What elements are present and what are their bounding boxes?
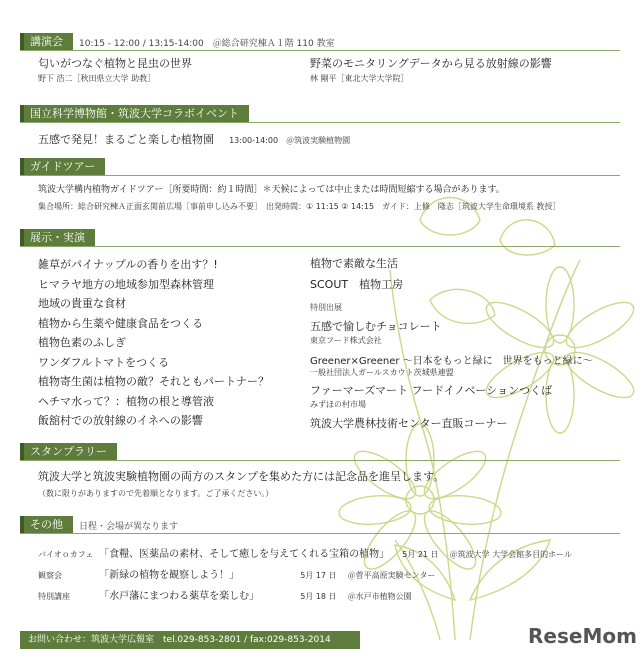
special-label: 特別出展 bbox=[310, 303, 342, 312]
exhibit-item: 地域の貴重な食材 bbox=[38, 297, 126, 310]
other-row bbox=[38, 584, 412, 603]
lecture-tag: 講演会 bbox=[20, 33, 73, 51]
stamp-line2: （数に限りがありますので先着順となります。ご了承ください。） bbox=[38, 489, 274, 498]
collab-tag: 国立科学博物館・筑波大学コラボイベント bbox=[20, 105, 249, 123]
stamp-tag: スタンプラリー bbox=[20, 443, 117, 461]
other-row-label: 観察会 bbox=[38, 571, 62, 580]
exhibit-right-item1: 植物で素敵な生活 bbox=[310, 257, 398, 270]
exhibit-item: 雑草がパイナップルの香りを出す？! bbox=[38, 258, 218, 271]
exhibit-item: 植物色素のふしぎ bbox=[38, 336, 126, 349]
other-row-place: ＠菅平高原実験センター bbox=[347, 571, 436, 580]
lecture-talk1-title: 匂いがつなぐ植物と昆虫の世界 bbox=[38, 57, 192, 70]
other-row-date: 5月 21 日 bbox=[402, 550, 439, 559]
other-row-label: バイオｏカフェ bbox=[38, 550, 94, 559]
special1-title: 五感で愉しむチョコレート bbox=[310, 320, 442, 333]
other-note: 日程・会場が異なります bbox=[79, 521, 179, 532]
tour-tag: ガイドツアー bbox=[20, 158, 105, 176]
special2-org: 一般社団法人ガールスカウト茨城県連盟 bbox=[310, 368, 454, 377]
exhibits-header bbox=[20, 229, 95, 247]
other-tag: その他 bbox=[20, 516, 73, 534]
other-row bbox=[38, 542, 572, 561]
other-rule bbox=[20, 533, 620, 534]
lecture-talk1-speaker: 野下 浩二［秋田県立大学 助教］ bbox=[38, 74, 156, 83]
special3-title: ファーマーズマート フードイノベーションつくば bbox=[310, 384, 553, 397]
other-row-date: 5月 18 日 bbox=[300, 592, 337, 601]
stamp-header bbox=[20, 443, 117, 461]
other-row-label: 特別講座 bbox=[38, 592, 70, 601]
other-row bbox=[38, 563, 435, 582]
other-row-title: 「水戸藩にまつわる薬草を楽しむ」 bbox=[99, 591, 260, 602]
other-row-date: 5月 17 日 bbox=[300, 571, 337, 580]
tour-line2: 集合場所：総合研究棟Ａ正面玄関前広場［事前申し込み不要］ 出発時間：① 11:15 ② 14:15 ガイド：上條 隆志［筑波大学生命環境系 教授］ bbox=[38, 202, 561, 211]
collab-rule bbox=[20, 122, 620, 123]
exhibit-item: 飯舘村での放射線のイネへの影響 bbox=[38, 414, 203, 427]
tour-header bbox=[20, 158, 105, 176]
special3-org: みずほの村市場 bbox=[310, 400, 366, 409]
collab-line bbox=[38, 128, 350, 147]
other-row-title: 「新緑の植物を観察しよう！」 bbox=[99, 570, 240, 581]
exhibits-tag: 展示・実演 bbox=[20, 229, 95, 247]
tour-line1: 筑波大学構内植物ガイドツアー［所要時間：約１時間］＊天候によっては中止または時間短縮する場合があります。 bbox=[38, 185, 505, 195]
collab-time: 13:00-14:00 ＠筑波実験植物園 bbox=[229, 136, 351, 145]
contact-bar: お問い合わせ：筑波大学広報室 tel.029-853-2801 / fax:029-853-2014 bbox=[20, 631, 360, 649]
collab-header bbox=[20, 105, 249, 123]
other-row-place: ＠筑波大学 大学会館多目的ホール bbox=[449, 550, 573, 559]
exhibit-item: ヒマラヤ地方の地域参加型森林管理 bbox=[38, 277, 214, 291]
other-row-title: 「食糧、医薬品の素材、そして癒しを与えてくれる宝箱の植物」 bbox=[99, 549, 390, 560]
exhibit-item: 植物寄生菌は植物の敵？それともパートナー？ bbox=[38, 375, 269, 388]
exhibit-item: ヘチマ水って？：植物の根と導管液 bbox=[38, 394, 214, 408]
collab-title: 五感で発見！まるごと楽しむ植物園 bbox=[38, 133, 214, 146]
stamp-rule bbox=[20, 460, 620, 461]
special1-org: 東京フード株式会社 bbox=[310, 336, 382, 345]
special4-title: 筑波大学農林技術センター直販コーナー bbox=[310, 417, 508, 430]
other-header bbox=[20, 516, 178, 534]
lecture-header bbox=[20, 33, 335, 51]
lecture-talk2-speaker: 林 剛平［東北大学大学院］ bbox=[310, 74, 409, 83]
lecture-talk2-title: 野菜のモニタリングデータから見る放射線の影響 bbox=[310, 57, 552, 70]
exhibit-right-item2: SCOUT 植物工房 bbox=[310, 278, 404, 291]
exhibit-item: ワンダフルトマトをつくる bbox=[38, 355, 170, 369]
exhibits-rule bbox=[20, 246, 620, 247]
lecture-rule bbox=[20, 50, 620, 51]
logo-part2: Mom bbox=[582, 624, 637, 648]
exhibit-item: 植物から生薬や健康食品をつくる bbox=[38, 316, 203, 330]
lecture-time: 10:15 - 12:00 / 13:15-14:00 ＠総合研究棟Ａ１階 110 教室 bbox=[79, 38, 335, 49]
tour-rule bbox=[20, 175, 620, 176]
stamp-line1: 筑波大学と筑波実験植物園の両方のスタンプを集めた方には記念品を進呈します。 bbox=[38, 470, 445, 483]
resemom-logo bbox=[528, 624, 637, 648]
exhibits-left-list bbox=[38, 255, 269, 431]
other-row-place: ＠水戸市植物公園 bbox=[347, 592, 412, 601]
special2-title: Greener×Greener ～日本をもっと緑に 世界をもっと緑に～ bbox=[310, 356, 593, 367]
logo-part1: Rese bbox=[528, 624, 583, 648]
